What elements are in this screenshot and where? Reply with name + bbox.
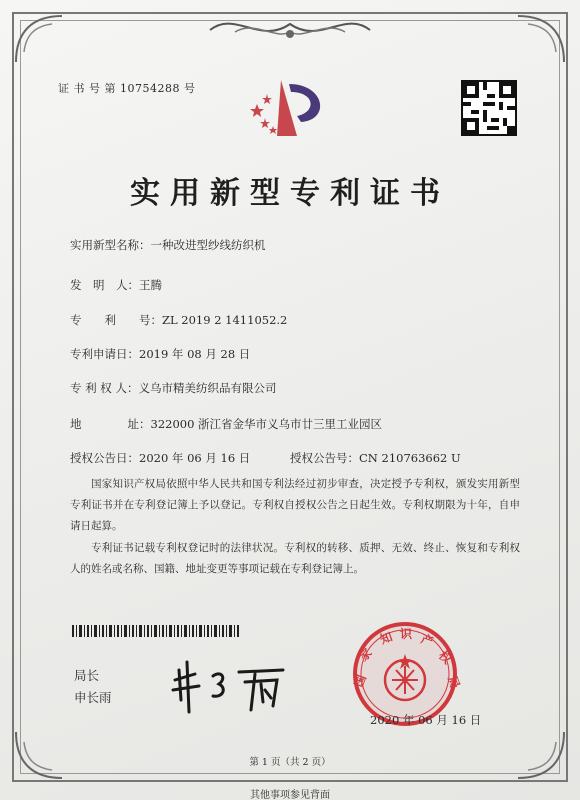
handwritten-signature <box>165 650 295 720</box>
seal-date: 2020 年 06 月 16 日 <box>370 713 482 727</box>
patentee-value: 义乌市精美纺织品有限公司 <box>138 381 277 395</box>
field-address <box>70 416 382 432</box>
grant-no-label: 授权公告号： <box>290 451 359 465</box>
grant-date-label: 授权公告日： <box>70 451 139 465</box>
inventor-value: 王腾 <box>139 278 162 292</box>
patent-no-label: 专 利 号： <box>70 313 162 327</box>
barcode <box>72 625 240 637</box>
svg-text:国: 国 <box>351 672 369 690</box>
field-grant-number <box>290 450 461 466</box>
corner-ornament-tl <box>12 12 72 72</box>
field-grant-date <box>70 450 250 466</box>
field-inventor <box>70 277 162 293</box>
svg-text:权: 权 <box>435 648 455 667</box>
filing-date-label: 专利申请日： <box>70 347 139 361</box>
field-utility-model-name <box>70 237 266 253</box>
cnipa-logo <box>245 76 335 140</box>
corner-ornament-br <box>508 722 568 782</box>
grant-date-value: 2020 年 06 月 16 日 <box>139 451 251 465</box>
back-note: 其他事项参见背面 <box>250 790 330 800</box>
certificate-title: 实用新型专利证书 <box>130 176 450 211</box>
patent-no-value: ZL 2019 2 1411052.2 <box>162 313 288 327</box>
field-filing-date <box>70 346 250 362</box>
filing-date-value: 2019 年 08 月 28 日 <box>139 347 251 361</box>
svg-text:知: 知 <box>378 629 395 647</box>
corner-ornament-bl <box>12 722 72 782</box>
name-value: 一种改进型纱线纺织机 <box>150 238 266 252</box>
page-indicator: 第 1 页（共 2 页） <box>249 757 331 768</box>
qr-code <box>461 80 517 136</box>
top-ornament <box>205 10 375 50</box>
grant-no-value: CN 210763662 U <box>359 451 461 465</box>
address-label: 地 址： <box>70 417 151 431</box>
field-patentee <box>70 380 276 396</box>
svg-text:产: 产 <box>418 631 436 649</box>
certificate-number: 证 书 号 第 10754288 号 <box>58 82 196 95</box>
field-patent-number <box>70 312 287 328</box>
body-paragraph-2: 专利证书记载专利权登记时的法律状况。专利权的转移、质押、无效、终止、恢复和专利权人的姓名或名称、国籍、地址变更等事项记载在专利登记簿上。 <box>70 542 520 575</box>
director-name: 申长雨 <box>74 690 112 705</box>
svg-text:家: 家 <box>356 645 375 665</box>
corner-ornament-tr <box>508 12 568 72</box>
inventor-label: 发 明 人： <box>70 278 139 292</box>
address-value: 322000 浙江省金华市义乌市廿三里工业园区 <box>150 417 383 431</box>
body-paragraph-1: 国家知识产权局依照中华人民共和国专利法经过初步审查，决定授予专利权，颁发实用新型专利证书并在专利登记簿上予以登记。专利权自授权公告之日起生效。专利权期限为十年，自申请日起算。 <box>70 478 520 532</box>
name-label: 实用新型名称： <box>70 238 151 252</box>
svg-text:识: 识 <box>400 627 413 641</box>
director-title: 局长 <box>74 668 100 683</box>
patentee-label: 专 利 权 人： <box>70 381 139 395</box>
svg-text:局: 局 <box>445 674 463 691</box>
